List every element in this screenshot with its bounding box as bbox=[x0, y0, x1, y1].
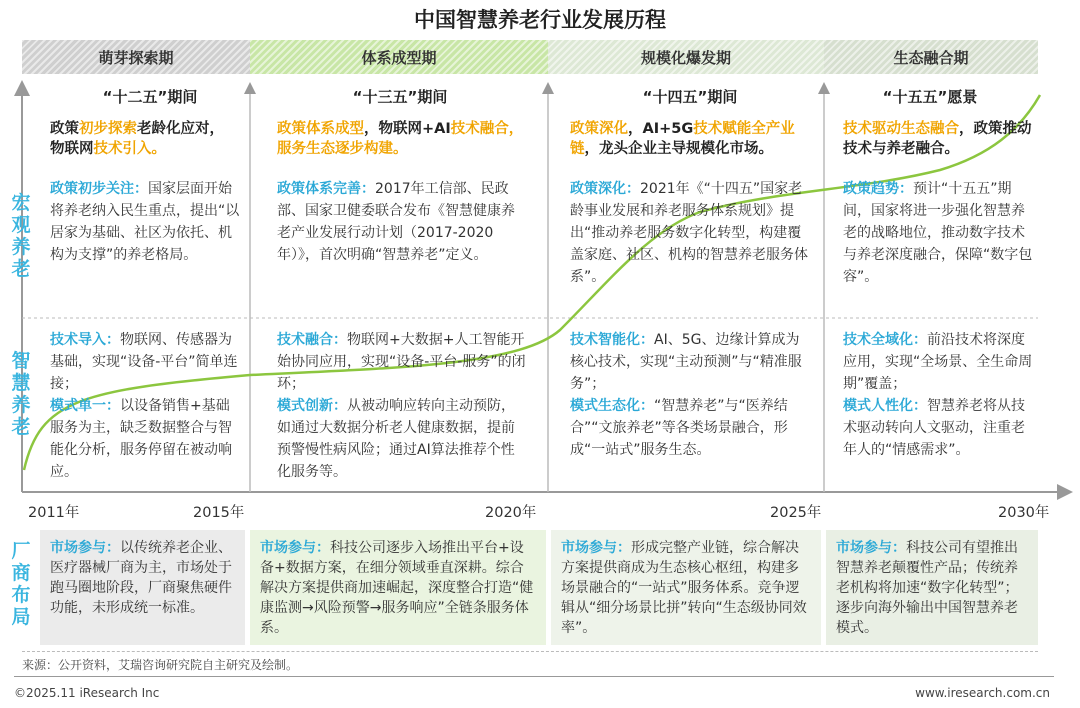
phase-header-4: 生态融合期 bbox=[824, 40, 1038, 74]
phase-header-1: 萌芽探索期 bbox=[22, 40, 250, 74]
macro-text-2: 政策体系完善：2017年工信部、民政部、国家卫健委联合发布《智慧健康养老产业发展行动计划（2017-2020年）》，首次明确“智慧养老”定义。 bbox=[277, 181, 515, 263]
market-box-2: 市场参与：科技公司逐步入场推出平台+设备+数据方案，在细分领域垂直深耕。综合解决方案提供商加速崛起，深度整合打造“健康监测→风险预警→服务响应”全链条服务体系。 bbox=[250, 530, 546, 645]
macro-text-1: 政策初步关注：国家层面开始将养老纳入民生重点，提出“以居家为基础、社区为依托、机构为支撑”的养老格局。 bbox=[50, 181, 240, 263]
smart-text-3: 技术智能化：AI、5G、边缘计算成为核心技术，实现“主动预测”与“精准服务”； 模式生态化：“智慧养老”与“医养结合”“文旅养老”等各类场景融合，形成“一站式”服务生态。 bbox=[570, 332, 802, 458]
period-label-2: “十三五”期间 bbox=[352, 88, 448, 106]
year-2015: 2015年 bbox=[193, 505, 245, 521]
side-label-macro: 宏观养老 bbox=[11, 192, 31, 280]
source-note: 来源：公开资料，艾瑞咨询研究院自主研究及绘制。 bbox=[22, 658, 299, 672]
phase-header-2: 体系成型期 bbox=[250, 40, 548, 74]
year-2025: 2025年 bbox=[770, 505, 822, 521]
summary-1: 政策初步探索老龄化应对，物联网技术引入。 bbox=[50, 121, 224, 157]
website-link[interactable]: www.iresearch.com.cn bbox=[915, 686, 1050, 700]
period-label-1: “十二五”期间 bbox=[102, 88, 198, 106]
summary-2: 政策体系成型，物联网+AI技术融合，服务生态逐步构建。 bbox=[277, 121, 524, 157]
smart-text-2: 技术融合：物联网+大数据+人工智能开始协同应用，实现“设备-平台-服务”的闭环； 模式创新：从被动响应转向主动预防，如通过大数据分析老人健康数据，提前预警慢性病风险；通过AI算法推荐个性化服务等。 bbox=[277, 332, 526, 480]
market-box-3: 市场参与：形成完整产业链，综合解决方案提供商成为生态核心枢纽，构建多场景融合的“一站式”服务体系。竞争逻辑从“细分场景比拼”转向“生态级协同效率”。 bbox=[551, 530, 821, 645]
footer-divider-dashed bbox=[22, 651, 1038, 652]
market-box-1: 市场参与：以传统养老企业、医疗器械厂商为主，市场处于跑马圈地阶段，厂商聚焦硬件功能，未形成统一标准。 bbox=[40, 530, 245, 645]
period-label-3: “十四五”期间 bbox=[642, 88, 738, 106]
smart-text-1: 技术导入：物联网、传感器为基础，实现“设备-平台”简单连接； 模式单一：以设备销售+基础服务为主，缺乏数据整合与智能化分析，服务停留在被动响应。 bbox=[50, 332, 238, 480]
year-2030: 2030年 bbox=[998, 505, 1050, 521]
year-2011: 2011年 bbox=[28, 505, 80, 521]
side-label-smart: 智慧养老 bbox=[11, 350, 31, 438]
year-2020: 2020年 bbox=[485, 505, 537, 521]
period-label-4: “十五五”愿景 bbox=[882, 88, 978, 106]
market-box-4: 市场参与：科技公司有望推出智慧养老颠覆性产品；传统养老机构将加速“数字化转型”；逐步向海外输出中国智慧养老模式。 bbox=[826, 530, 1038, 645]
phase-header-3: 规模化爆发期 bbox=[548, 40, 824, 74]
page-title: 中国智慧养老行业发展历程 bbox=[414, 8, 666, 32]
macro-text-3: 政策深化：2021年《“十四五”国家老龄事业发展和养老服务体系规划》提出“推动养老服务数字化转型，构建覆盖家庭、社区、机构的智慧养老服务体系”。 bbox=[570, 181, 808, 285]
summary-3: 政策深化，AI+5G技术赋能全产业链，龙头企业主导规模化市场。 bbox=[570, 121, 795, 157]
footer-divider bbox=[14, 676, 1054, 677]
summary-4: 技术驱动生态融合，政策推动技术与养老融合。 bbox=[843, 121, 1032, 157]
side-label-vendor: 厂商布局 bbox=[11, 540, 31, 628]
macro-text-4: 政策趋势：预计“十五五”期间，国家将进一步强化智慧养老的战略地位，推动数字技术与养老深度融合，保障“数字包容”。 bbox=[843, 181, 1033, 285]
smart-text-4: 技术全域化：前沿技术将深度应用，实现“全场景、全生命周期”覆盖； 模式人性化：智慧养老将从技术驱动转向人文驱动，注重老年人的“情感需求”。 bbox=[843, 332, 1033, 458]
copyright: ©2025.11 iResearch Inc bbox=[14, 686, 160, 700]
